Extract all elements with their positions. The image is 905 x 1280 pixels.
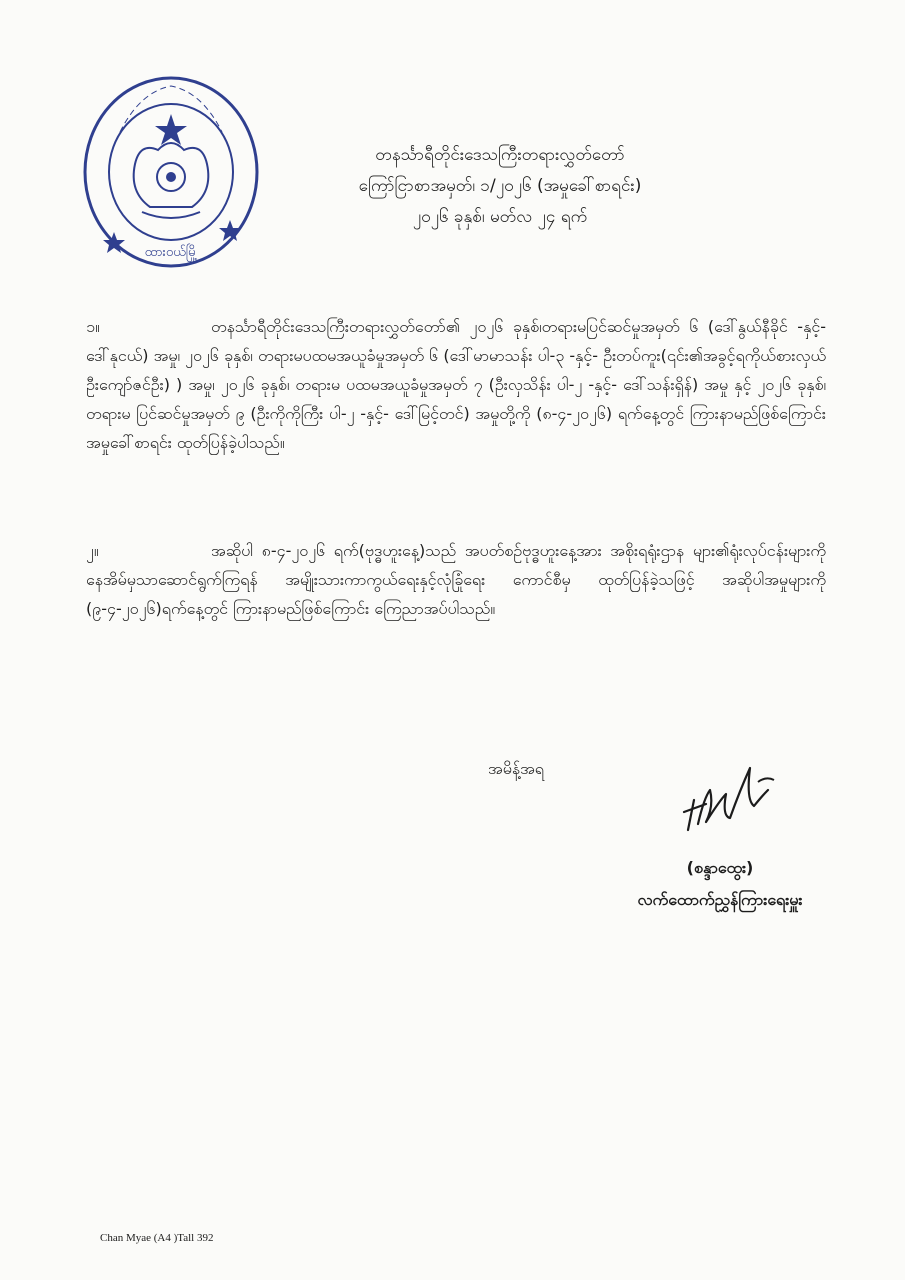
paragraph-2-number: ၂။ [86, 541, 99, 560]
paragraph-1 [86, 312, 826, 457]
header-office-name: တနင်္သာရီတိုင်းဒေသကြီးတရားလွှတ်တော် [375, 145, 625, 165]
footer-printer-note: Chan Myae (A4 )Tall 392 [100, 1232, 214, 1244]
paragraph-1-number: ၁။ [86, 317, 100, 336]
document-header [300, 140, 700, 233]
paragraph-2 [86, 536, 826, 623]
signer-name: (စန္ဒာထွေး) [686, 858, 754, 877]
paragraph-2-text: အဆိုပါ ၈-၄-၂၀၂၆ ရက်(ဗုဒ္ဓဟူးနေ့)သည် အပတ်စဉ်ဗုဒ္ဓဟူးနေ့အား အစိုးရရုံးဌာန များ၏ရုံးလုပ်ငန်းများကို နေအိမ်မှသာဆောင်ရွက်ကြရန် အမျိုးသားကာကွယ်ရေးနှင့်လုံခြုံရေး ကောင်စီမှ ထုတ်ပြန်ခဲ့သဖြင့် အဆိုပါအမှုများကို (၉-၄-၂၀၂၆)ရက်နေ့တွင် ကြားနာမည်ဖြစ်ကြောင်း ကြေညာအပ်ပါသည်။ [86, 541, 826, 618]
paragraph-1-text: တနင်္သာရီတိုင်းဒေသကြီးတရားလွှတ်တော်၏ ၂၀၂၆ ခုနှစ်၊တရားမပြင်ဆင်မှုအမှတ် ၆ (ဒေါ်နွယ်နီခိုင် -နှင့်- ဒေါ်နုငယ်) အမှု၊ ၂၀၂၆ ခုနှစ်၊ တရားမပထမအယူခံမှုအမှတ် ၆ (ဒေါ်မာမာသန်း ပါ-၃ -နှင့်- ဦးတပ်ကူး(၎င်း၏အခွင့်ရကိုယ်စားလှယ် ဦးကျော်ဇင်ဦး) ) အမှု၊ ၂၀၂၆ ခုနှစ်၊ တရားမ ပထမအယူခံမှုအမှတ် ၇ (ဦးလှသိန်း ပါ-၂ -နှင့်- ဒေါ်သန်းရှိန်) အမှု နှင့် ၂၀၂၆ ခုနှစ်၊ တရားမ ပြင်ဆင်မှုအမှတ် ၉ (ဦးကိုကိုကြီး ပါ-၂ -နှင့်- ဒေါ်မြင့်တင်) အမှုတို့ကို (၈-၄-၂၀၂၆) ရက်နေ့တွင် ကြားနာမည်ဖြစ်ကြောင်း အမှုခေါ်စာရင်း ထုတ်ပြန်ခဲ့ပါသည်။ [86, 317, 827, 452]
official-seal [80, 72, 262, 272]
seal-text: ထားဝယ်မြို့ [144, 245, 198, 260]
header-notice-number: ကြော်ငြာစာအမှတ်၊ ၁/၂၀၂၆ (အမှုခေါ်စာရင်း) [358, 176, 642, 196]
signer-title: လက်ထောက်ညွှန်ကြားရေးမှူး [637, 890, 803, 909]
sign-off: အမိန့်အရ [488, 759, 544, 778]
signer-block [590, 852, 850, 916]
handwritten-signature [670, 760, 780, 850]
header-date: ၂၀၂၆ ခုနှစ်၊ မတ်လ ၂၄ ရက် [412, 207, 588, 227]
